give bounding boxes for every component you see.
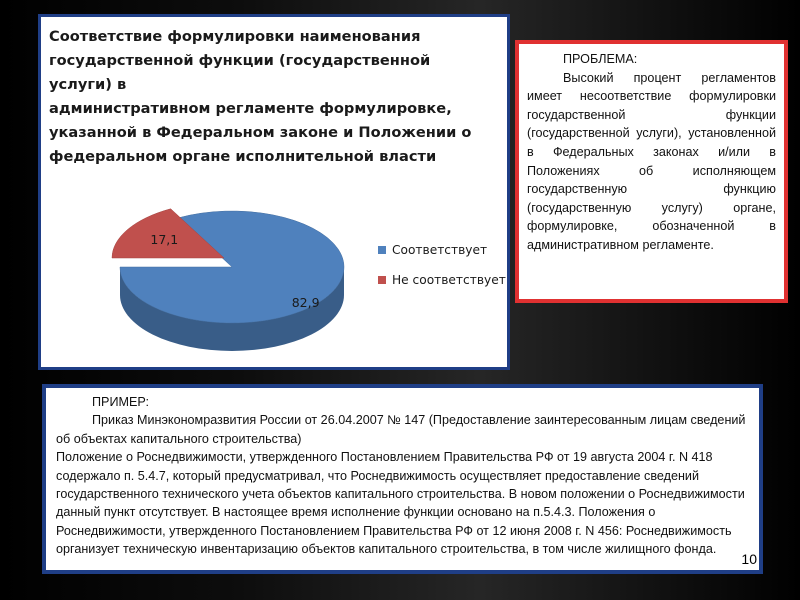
chart-title-line: административном регламенте формулировке, (49, 100, 452, 117)
pie-data-label: 82,9 (291, 294, 320, 310)
legend-swatch (378, 246, 386, 254)
chart-title-line: государственной функции (государственной услуги) в (49, 52, 431, 93)
problem-text: Высокий процент регламентов имеет несоответствие формулировки государственной функции (государственной услуги), установленной в Федеральных законах и/или в Положениях об исполняющем государственную функцию (государственную услугу) органе, формулировке, обозначенной в административном регламенте. (527, 70, 776, 252)
pie-data-label: 17,1 (150, 232, 179, 248)
chart-title-line: Соответствие формулировки наименования (49, 28, 421, 45)
chart-panel (38, 14, 510, 370)
pie-chart (41, 17, 507, 367)
problem-box (515, 40, 788, 303)
legend-label: Соответствует (392, 243, 488, 257)
page-number: 10 (741, 550, 757, 567)
chart-title-line: федеральном органе исполнительной власти (49, 148, 437, 165)
example-order: Приказ Минэкономразвития России от 26.04.2007 № 147 (Предоставление заинтересованным лицам сведений об объектах капитального строительства) (56, 413, 746, 446)
problem-heading: ПРОБЛЕМА: (563, 52, 638, 66)
example-heading: ПРИМЕР: (92, 395, 150, 409)
example-body: Положение о Роснедвижимости, утвержденного Постановлением Правительства РФ от 19 августа 2004 г. N 418 содержало п. 5.4.7, который предусматривал, что Роснедвижимость осуществляет предоставление сведений государственного технического учета объектов капитального строительства. В новом положении о Роснедвижимости данный пункт отсутствует. В настоящее время исполнение функции основано на п.5.4.3. Положения о Роснедвижимости, утвержденного Постановлением Правительства РФ от 12 июня 2008 г. N 456: Роснедвижимость организует техническую инвентаризацию объектов капитального строительства, в том числе жилищного фонда. (56, 450, 745, 557)
legend-swatch (378, 276, 386, 284)
chart-title-line: указанной в Федеральном законе и Положении о (49, 124, 472, 141)
legend-label: Не соответствует (392, 273, 506, 287)
example-box (42, 384, 763, 574)
